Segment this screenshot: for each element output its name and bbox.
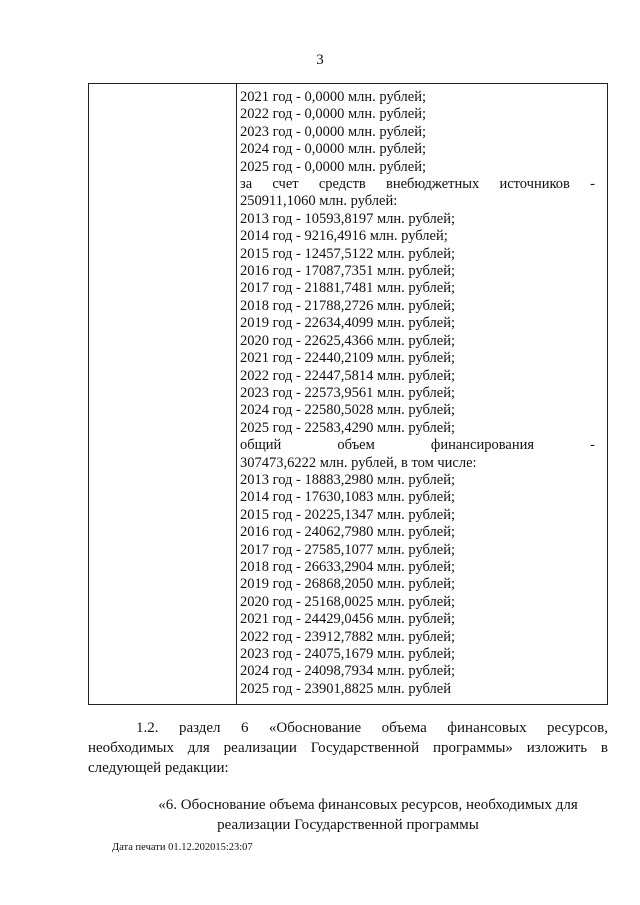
financing-line: 2017 год - 21881,7481 млн. рублей;	[240, 280, 456, 297]
financing-line: 2015 год - 20225,1347 млн. рублей;	[240, 506, 456, 523]
heading-word: внебюджетных	[385, 176, 480, 193]
paragraph-word: ресурсов,	[547, 720, 608, 736]
paragraph-word: объема	[381, 720, 427, 736]
total-heading	[240, 437, 595, 454]
financing-line: 2021 год - 22440,2109 млн. рублей;	[240, 350, 456, 367]
paragraph-word: 1.2.	[136, 720, 159, 736]
paragraph-word: в	[600, 740, 608, 756]
section-heading-line-1: «6. Обоснование объема финансовых ресурсов, необходимых для	[158, 797, 578, 813]
financing-line: 2024 год - 22580,5028 млн. рублей;	[240, 402, 456, 419]
heading-word: за	[240, 176, 253, 193]
extra-budget-total: 250911,1060 млн. рублей:	[240, 193, 398, 210]
financing-line: 2017 год - 27585,1077 млн. рублей;	[240, 541, 456, 558]
heading-word: средств	[318, 176, 366, 193]
paragraph-line-2	[88, 738, 608, 758]
financing-line: 2025 год - 0,0000 млн. рублей;	[240, 158, 427, 175]
heading-word: -	[590, 437, 595, 454]
financing-line: 2023 год - 22573,9561 млн. рублей;	[240, 384, 456, 401]
financing-line: 2022 год - 0,0000 млн. рублей;	[240, 106, 427, 123]
paragraph-word: необходимых	[88, 740, 174, 756]
heading-word: счет	[272, 176, 299, 193]
paragraph-word: финансовых	[447, 720, 527, 736]
total-lines	[240, 472, 595, 698]
extra-budget-heading	[240, 176, 595, 193]
financing-line: 2023 год - 24075,1679 млн. рублей;	[240, 646, 456, 662]
financing-line: 2018 год - 26633,2904 млн. рублей;	[240, 558, 456, 575]
heading-word: -	[590, 176, 595, 193]
heading-word: источников	[499, 176, 570, 193]
heading-word: финансирования	[430, 437, 535, 454]
financing-line: 2021 год - 0,0000 млн. рублей;	[240, 89, 427, 105]
financing-line: 2013 год - 18883,2980 млн. рублей;	[240, 471, 456, 488]
financing-line: 2016 год - 24062,7980 млн. рублей;	[240, 524, 456, 541]
page-number: 3	[316, 52, 324, 68]
section-paragraph	[88, 718, 608, 778]
paragraph-word: программы»	[433, 740, 513, 756]
financing-line: 2024 год - 24098,7934 млн. рублей;	[240, 663, 456, 680]
heading-word: объем	[337, 437, 375, 454]
financing-line: 2022 год - 22447,5814 млн. рублей;	[240, 367, 456, 384]
financing-line: 2014 год - 17630,1083 млн. рублей;	[240, 489, 456, 506]
section-heading-line-2: реализации Государственной программы	[217, 817, 479, 833]
financing-cell	[240, 89, 595, 698]
paragraph-word: «Обоснование	[268, 720, 362, 736]
paragraph-line-3: следующей редакции:	[88, 760, 229, 776]
extra-budget-lines	[240, 211, 595, 437]
financing-line: 2025 год - 22583,4290 млн. рублей;	[240, 419, 456, 436]
section-heading	[88, 795, 608, 835]
financing-line: 2024 год - 0,0000 млн. рублей;	[240, 141, 427, 158]
financing-line: 2025 год - 23901,8825 млн. рублей	[240, 680, 451, 697]
financing-table	[88, 83, 608, 705]
column-divider	[236, 84, 237, 704]
paragraph-word: реализации	[223, 740, 297, 756]
print-date: Дата печати 01.12.202015:23:07	[112, 842, 253, 853]
financing-line: 2014 год - 9216,4916 млн. рублей;	[240, 228, 448, 245]
financing-line: 2023 год - 0,0000 млн. рублей;	[240, 123, 427, 140]
paragraph-word: раздел	[178, 720, 221, 736]
financing-line: 2016 год - 17087,7351 млн. рублей;	[240, 263, 456, 280]
financing-line: 2019 год - 26868,2050 млн. рублей;	[240, 576, 456, 593]
financing-line: 2019 год - 22634,4099 млн. рублей;	[240, 315, 456, 332]
paragraph-word: 6	[240, 720, 249, 736]
paragraph-word: для	[187, 740, 210, 756]
paragraph-word: Государственной	[310, 740, 420, 756]
financing-line: 2021 год - 24429,0456 млн. рублей;	[240, 611, 456, 628]
paragraph-line-1	[88, 718, 608, 738]
financing-line: 2020 год - 22625,4366 млн. рублей;	[240, 332, 456, 349]
financing-line: 2013 год - 10593,8197 млн. рублей;	[240, 210, 456, 227]
top-lines	[240, 89, 595, 176]
paragraph-word: изложить	[526, 740, 588, 756]
financing-line: 2022 год - 23912,7882 млн. рублей;	[240, 628, 456, 645]
total-amount: 307473,6222 млн. рублей, в том числе:	[240, 454, 477, 471]
financing-line: 2015 год - 12457,5122 млн. рублей;	[240, 245, 456, 262]
financing-line: 2018 год - 21788,2726 млн. рублей;	[240, 297, 456, 314]
financing-line: 2020 год - 25168,0025 млн. рублей;	[240, 593, 456, 610]
heading-word: общий	[240, 437, 282, 454]
